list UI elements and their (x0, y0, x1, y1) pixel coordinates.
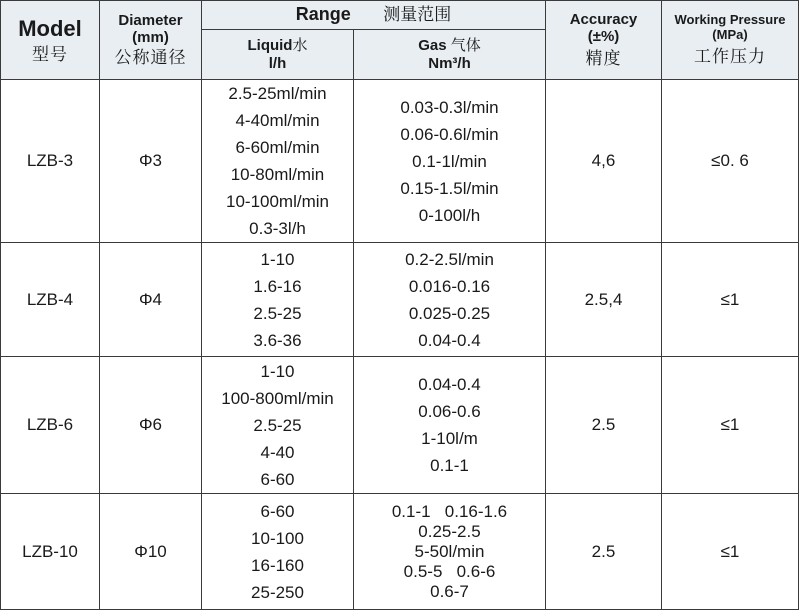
cell-liquid (202, 243, 354, 357)
cell-diameter: Φ3 (100, 80, 202, 243)
header-diameter-unit: (mm) (132, 29, 169, 47)
header-accuracy-cn: 精度 (585, 49, 622, 69)
header-liquid-cn: 水 (292, 37, 308, 55)
liquid-range: 1-10 (260, 361, 295, 381)
cell-model: LZB-6 (1, 357, 100, 494)
gas-range: 1-10l/m (421, 429, 478, 448)
cell-model: LZB-10 (1, 494, 100, 610)
header-model-en: Model (18, 15, 82, 41)
gas-range: 0.6-7 (430, 581, 469, 601)
liquid-range: 1.6-16 (253, 276, 302, 296)
gas-range: 0.025-0.25 (408, 303, 491, 323)
header-liquid-label (202, 37, 353, 54)
gas-range: 0.15-1.5l/min (400, 178, 499, 198)
gas-range: 0.25-2.5 (418, 521, 481, 541)
gas-range: 0-100l/h (418, 205, 481, 225)
header-pressure-en: Working Pressure (674, 12, 786, 28)
gas-range: 5-50l/min (414, 541, 485, 561)
liquid-range: 10-100 (251, 528, 304, 548)
header-diameter (100, 1, 202, 80)
header-range (202, 1, 546, 30)
header-gas-cn: 气体 (450, 37, 481, 55)
gas-range: 0.1-1 0.16-1.6 (391, 501, 508, 521)
cell-liquid (202, 80, 354, 243)
cell-diameter: Φ6 (100, 357, 202, 494)
liquid-range: 1-10 (260, 249, 295, 269)
header-model-cn: 型号 (32, 44, 68, 64)
cell-gas (354, 243, 546, 357)
cell-gas (354, 80, 546, 243)
liquid-range: 6-60ml/min (235, 138, 320, 157)
cell-diameter: Φ4 (100, 243, 202, 357)
cell-accuracy: 2.5 (546, 357, 662, 494)
header-gas-unit: Nm³/h (428, 54, 471, 72)
header-accuracy-unit: (±%) (587, 28, 620, 46)
header-pressure-unit: (MPa) (712, 27, 748, 43)
liquid-range: 4-40 (260, 442, 295, 462)
header-liquid-en: Liquid (247, 37, 293, 55)
liquid-range: 4-40ml/min (235, 111, 320, 130)
header-accuracy (546, 1, 662, 80)
gas-range: 0.5-5 0.6-6 (403, 561, 496, 581)
liquid-range: 6-60 (260, 469, 295, 489)
cell-accuracy: 4,6 (546, 80, 662, 243)
gas-range: 0.03-0.3l/min (400, 97, 499, 117)
cell-accuracy: 2.5 (546, 494, 662, 610)
table-row (1, 243, 799, 357)
cell-liquid (202, 357, 354, 494)
liquid-range: 2.5-25 (253, 303, 302, 323)
header-liquid (202, 30, 354, 80)
table-row (1, 80, 799, 243)
gas-range: 0.04-0.4 (418, 330, 481, 350)
cell-pressure: ≤0. 6 (662, 80, 799, 243)
liquid-range: 10-80ml/min (230, 165, 325, 184)
gas-range: 0.04-0.4 (418, 375, 481, 394)
header-pressure (662, 1, 799, 80)
liquid-range: 2.5-25ml/min (228, 84, 327, 103)
table-row (1, 494, 799, 610)
header-diameter-cn: 公称通径 (114, 48, 187, 68)
cell-pressure: ≤1 (662, 494, 799, 610)
liquid-range: 0.3-3l/h (249, 219, 306, 238)
cell-gas (354, 357, 546, 494)
header-accuracy-en: Accuracy (569, 10, 638, 28)
cell-gas (354, 494, 546, 610)
liquid-range: 2.5-25 (253, 415, 302, 435)
header-pressure-cn: 工作压力 (694, 47, 766, 67)
header-gas-label (354, 37, 545, 54)
gas-range: 0.1-1l/min (412, 151, 487, 171)
liquid-range: 16-160 (251, 555, 304, 575)
gas-range: 0.06-0.6 (418, 402, 481, 421)
liquid-range: 3.6-36 (253, 330, 302, 350)
liquid-range: 100-800ml/min (221, 388, 334, 408)
cell-diameter: Φ10 (100, 494, 202, 610)
header-diameter-en: Diameter (118, 11, 183, 29)
gas-range: 0.1-1 (430, 456, 469, 475)
cell-pressure: ≤1 (662, 357, 799, 494)
liquid-range: 10-100ml/min (226, 192, 329, 211)
cell-model: LZB-4 (1, 243, 100, 357)
cell-model: LZB-3 (1, 80, 100, 243)
gas-range: 0.016-0.16 (408, 276, 491, 296)
header-range-en: Range (295, 4, 351, 25)
cell-accuracy: 2.5,4 (546, 243, 662, 357)
cell-pressure: ≤1 (662, 243, 799, 357)
header-gas-en: Gas (418, 37, 447, 55)
gas-range: 0.2-2.5l/min (405, 249, 494, 269)
header-gas (354, 30, 546, 80)
cell-liquid (202, 494, 354, 610)
table-row (1, 357, 799, 494)
header-model (1, 1, 100, 80)
header-liquid-unit: l/h (268, 54, 287, 72)
liquid-range: 25-250 (251, 582, 304, 602)
gas-range: 0.06-0.6l/min (400, 124, 499, 144)
header-range-cn: 测量范围 (383, 5, 452, 25)
liquid-range: 6-60 (260, 501, 295, 521)
